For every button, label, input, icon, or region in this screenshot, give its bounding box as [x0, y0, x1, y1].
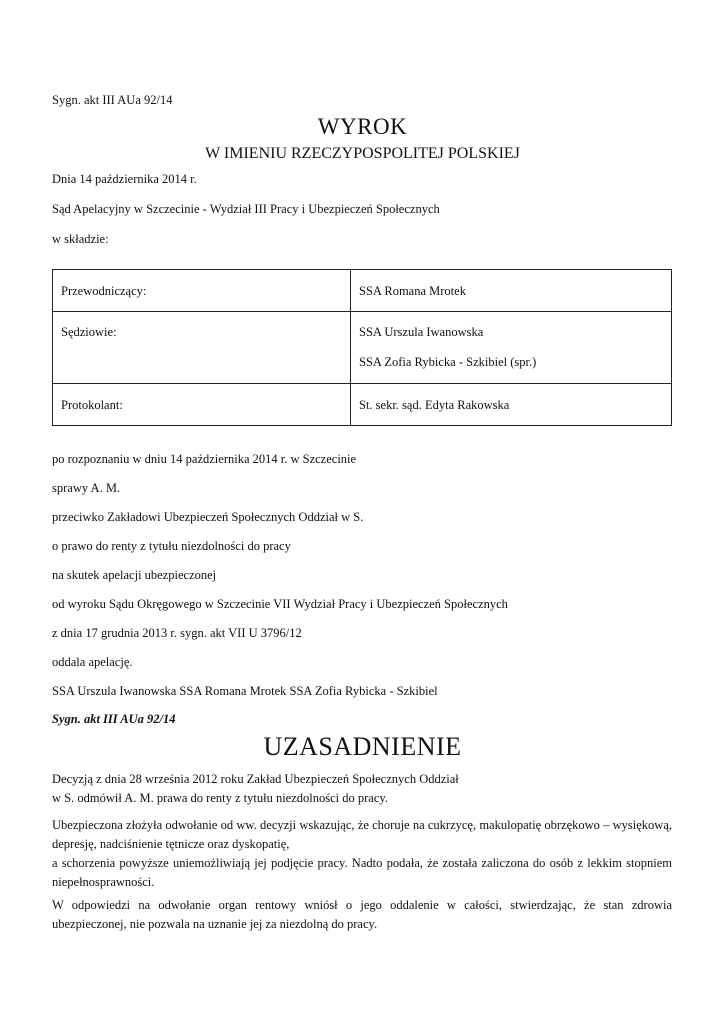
paragraph-text: Ubezpieczona złożyła odwołanie od ww. decyzji wskazując, że choruje na cukrzycę, makulopatię obrzękowo – wysiękową, depresję, nadciśnienie tętnicze oraz dyskopatię,: [52, 818, 672, 851]
clerk-label: Protokolant:: [53, 384, 351, 426]
judge-2-name: SSA Zofia Rybicka - Szkibiel (spr.): [359, 355, 537, 369]
court-name: Sąd Apelacyjny w Szczecinie - Wydział III Pracy i Ubezpieczeń Społecznych: [52, 202, 440, 216]
judges-label: Sędziowie:: [53, 312, 351, 384]
ruling-line: po rozpoznaniu w dniu 14 października 2014 r. w Szczecinie: [52, 452, 357, 466]
judgment-date: Dnia 14 października 2014 r.: [52, 172, 197, 186]
case-number: Sygn. akt III AUa 92/14: [52, 93, 173, 107]
justification-paragraph-2: [52, 816, 672, 892]
ruling-line: na skutek apelacji ubezpieczonej: [52, 568, 217, 582]
judge-1-name: SSA Urszula Iwanowska: [359, 325, 484, 339]
paragraph-text: a schorzenia powyższe uniemożliwiają jej podjęcie pracy. Nadto podała, że została zaliczona do osób z lekkim stopniem niepełnosprawności.: [52, 856, 672, 889]
ruling-line: sprawy A. M.: [52, 481, 121, 495]
ruling-line: z dnia 17 grudnia 2013 r. sygn. akt VII U 3796/12: [52, 626, 302, 640]
judgment-title: WYROK: [317, 114, 408, 139]
composition-intro: w składzie:: [52, 232, 109, 246]
paragraph-line: w S. odmówił A. M. prawa do renty z tytułu niezdolności do pracy.: [52, 791, 388, 805]
ruling-decision: oddala apelację.: [52, 655, 133, 669]
table-row: [53, 270, 672, 312]
composition-table: [52, 269, 672, 426]
ruling-line: przeciwko Zakładowi Ubezpieczeń Społecznych Oddział w S.: [52, 510, 364, 524]
table-row: [53, 384, 672, 426]
table-row: [53, 312, 672, 384]
clerk-name: St. sekr. sąd. Edyta Rakowska: [351, 384, 672, 426]
judgment-subtitle: W IMIENIU RZECZYPOSPOLITEJ POLSKIEJ: [205, 145, 520, 162]
ruling-line: od wyroku Sądu Okręgowego w Szczecinie VII Wydział Pracy i Ubezpieczeń Społecznych: [52, 597, 508, 611]
judges-signatures: SSA Urszula Iwanowska SSA Romana Mrotek SSA Zofia Rybicka - Szkibiel: [52, 684, 438, 698]
justification-paragraph-1: [52, 770, 672, 808]
chair-label: Przewodniczący:: [53, 270, 351, 312]
justification-title: UZASADNIENIE: [263, 732, 462, 761]
judges-cell: [351, 312, 672, 384]
justification-case-number: Sygn. akt III AUa 92/14: [52, 712, 176, 726]
chair-name: SSA Romana Mrotek: [351, 270, 672, 312]
justification-paragraph-3: W odpowiedzi na odwołanie organ rentowy wniósł o jego oddalenie w całości, stwierdzając, że stan zdrowia ubezpieczonej, nie pozwala na uznanie jej za niezdolną do pracy.: [52, 898, 672, 931]
paragraph-line: Decyzją z dnia 28 września 2012 roku Zakład Ubezpieczeń Społecznych Oddział: [52, 772, 459, 786]
ruling-line: o prawo do renty z tytułu niezdolności do pracy: [52, 539, 291, 553]
